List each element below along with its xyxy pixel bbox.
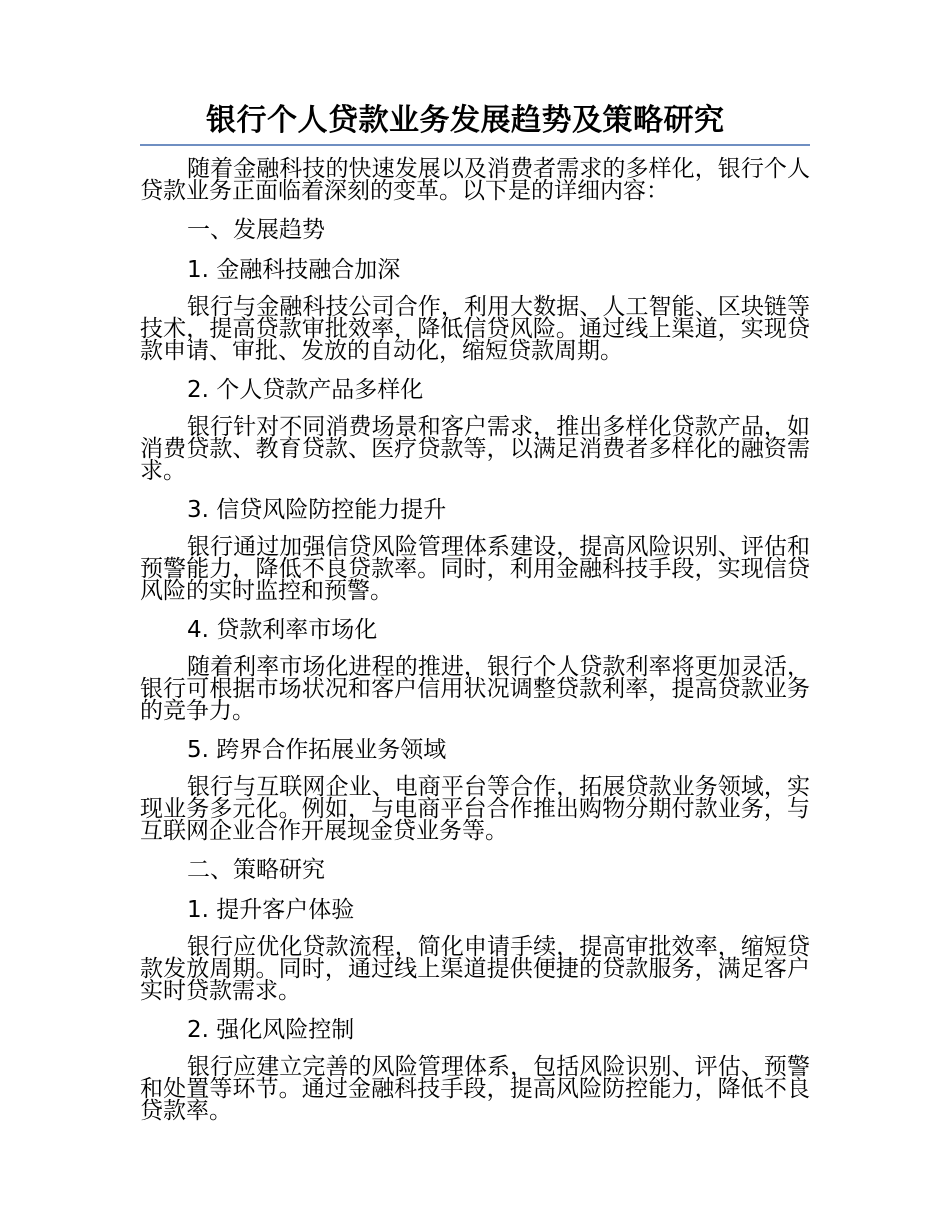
page-title: 银行个人贷款业务发展趋势及策略研究 xyxy=(206,103,725,138)
section-heading-strategy: 二、策略研究 xyxy=(187,857,325,883)
strategy-paragraph-2: 银行应建立完善的风险管理体系，包括风险识别、评估、预警和处置等环节。通过金融科技手段，提高风险防控能力，降低不良贷款率。 xyxy=(140,1054,810,1124)
trend-paragraph-2: 银行针对不同消费场景和客户需求，推出多样化贷款产品，如消费贷款、教育贷款、医疗贷款等，以满足消费者多样化的融资需求。 xyxy=(140,414,810,484)
trend-heading-5: 5. 跨界合作拓展业务领域 xyxy=(187,737,447,763)
trend-paragraph-3: 银行通过加强信贷风险管理体系建设，提高风险识别、评估和预警能力，降低不良贷款率。同时，利用金融科技手段，实现信贷风险的实时监控和预警。 xyxy=(140,534,810,604)
trend-paragraph-4: 随着利率市场化进程的推进，银行个人贷款利率将更加灵活，银行可根据市场状况和客户信用状况调整贷款利率，提高贷款业务的竞争力。 xyxy=(140,654,810,724)
strategy-heading-1: 1. 提升客户体验 xyxy=(187,897,355,923)
strategy-paragraph-1: 银行应优化贷款流程，简化申请手续，提高审批效率，缩短贷款发放周期。同时，通过线上渠道提供便捷的贷款服务，满足客户实时贷款需求。 xyxy=(140,934,810,1004)
intro-paragraph: 随着金融科技的快速发展以及消费者需求的多样化，银行个人贷款业务正面临着深刻的变革。以下是的详细内容： xyxy=(140,156,810,204)
section-heading-trends: 一、发展趋势 xyxy=(187,217,325,243)
document-body xyxy=(140,158,810,1136)
trend-heading-3: 3. 信贷风险防控能力提升 xyxy=(187,497,447,523)
trend-heading-4: 4. 贷款利率市场化 xyxy=(187,617,378,643)
trend-paragraph-1: 银行与金融科技公司合作，利用大数据、人工智能、区块链等技术，提高贷款审批效率，降低信贷风险。通过线上渠道，实现贷款申请、审批、发放的自动化，缩短贷款周期。 xyxy=(140,294,810,364)
trend-heading-1: 1. 金融科技融合加深 xyxy=(187,257,401,283)
trend-heading-2: 2. 个人贷款产品多样化 xyxy=(187,377,424,403)
strategy-heading-2: 2. 强化风险控制 xyxy=(187,1017,355,1043)
title-underline xyxy=(140,100,810,146)
trend-paragraph-5: 银行与互联网企业、电商平台等合作，拓展贷款业务领域，实现业务多元化。例如，与电商平台合作推出购物分期付款业务，与互联网企业合作开展现金贷业务等。 xyxy=(140,774,810,844)
